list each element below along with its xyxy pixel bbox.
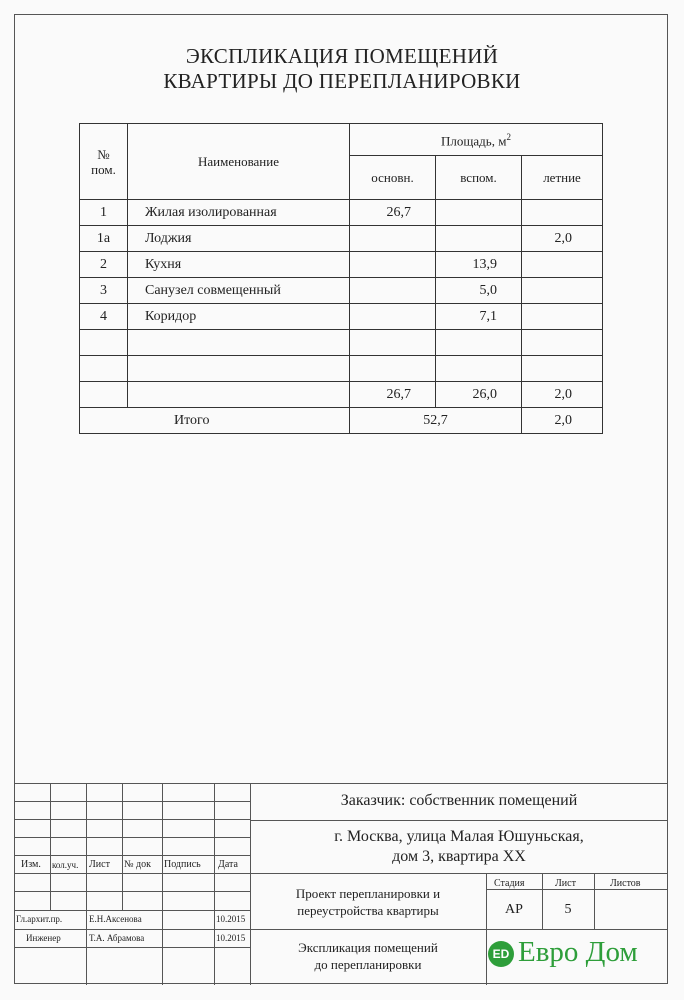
room-main [350, 226, 436, 252]
stamp-sheets-label: Листов [610, 878, 641, 889]
stamp-stage-value: АР [505, 902, 523, 917]
room-name: Лоджия [128, 226, 350, 252]
explication-table [79, 123, 603, 434]
room-main [350, 356, 436, 382]
header-room-no: № пом. [80, 124, 128, 200]
logo-text: Евро Дом [518, 936, 638, 968]
total-sum: 52,7 [350, 408, 522, 434]
evrodom-logo [488, 936, 664, 976]
room-name: Жилая изолированная [128, 200, 350, 226]
header-summer: летние [522, 156, 603, 200]
room-no: 1 [80, 200, 128, 226]
room-summer [522, 356, 603, 382]
room-main [350, 304, 436, 330]
room-name: Кухня [128, 252, 350, 278]
room-aux: 7,1 [436, 304, 522, 330]
stamp-name-1: Е.Н.Аксенова [89, 914, 142, 924]
room-aux [436, 330, 522, 356]
room-name [128, 330, 350, 356]
title-line-1: ЭКСПЛИКАЦИЯ ПОМЕЩЕНИЙ [185, 44, 499, 68]
subtotal-summer: 2,0 [522, 382, 603, 408]
subtotal-row [80, 382, 603, 408]
stamp-col-doc: № док [124, 859, 151, 870]
table-row [80, 330, 603, 356]
room-summer [522, 200, 603, 226]
room-summer: 2,0 [522, 226, 603, 252]
room-aux: 5,0 [436, 278, 522, 304]
stamp-stage-label: Стадия [494, 878, 525, 889]
room-main [350, 278, 436, 304]
total-row [80, 408, 603, 434]
logo-badge-icon: ED [488, 941, 514, 967]
room-main [350, 330, 436, 356]
header-area: Площадь, $м^2$ [350, 124, 603, 156]
total-summer: 2,0 [522, 408, 603, 434]
room-summer [522, 278, 603, 304]
room-main [350, 252, 436, 278]
header-name: Наименование [128, 124, 350, 200]
room-aux: 13,9 [436, 252, 522, 278]
room-no: 1а [80, 226, 128, 252]
room-name: Санузел совмещенный [128, 278, 350, 304]
table-row [80, 252, 603, 278]
room-aux [436, 226, 522, 252]
stamp-address: г. Москва, улица Малая Юшуньская, дом 3, квартира ХХ [334, 828, 584, 865]
room-aux [436, 356, 522, 382]
stamp-sheet-label: Лист [555, 878, 576, 889]
stamp-col-list: Лист [89, 859, 110, 870]
room-no [80, 330, 128, 356]
stamp-date-1: 10.2015 [216, 914, 246, 924]
stamp-sheet-title: Экспликация помещений до перепланировки [298, 940, 438, 972]
stamp-sheet-value: 5 [564, 902, 572, 917]
room-no: 4 [80, 304, 128, 330]
stamp-name-2: Т.А. Абрамова [89, 933, 145, 943]
room-name: Коридор [128, 304, 350, 330]
header-aux: вспом. [436, 156, 522, 200]
stamp-col-sign: Подпись [164, 859, 201, 870]
stamp-col-izm: Изм. [21, 859, 41, 870]
stamp-col-kol: кол.уч. [52, 860, 79, 870]
subtotal-aux: 26,0 [436, 382, 522, 408]
room-no [80, 356, 128, 382]
table-row [80, 304, 603, 330]
room-name [128, 356, 350, 382]
stamp-role-1: Гл.архит.пр. [16, 914, 63, 924]
room-no: 2 [80, 252, 128, 278]
room-summer [522, 304, 603, 330]
room-summer [522, 330, 603, 356]
room-no: 3 [80, 278, 128, 304]
table-row [80, 356, 603, 382]
stamp-project: Проект перепланировки и переустройства квартиры [295, 886, 441, 918]
subtotal-main: 26,7 [350, 382, 436, 408]
table-row [80, 226, 603, 252]
stamp-customer: Заказчик: собственник помещений [340, 792, 578, 809]
total-label: Итого [80, 408, 350, 434]
stamp-role-2: Инженер [26, 933, 61, 943]
room-summer [522, 252, 603, 278]
table-row [80, 200, 603, 226]
page-title [0, 44, 684, 94]
stamp-col-date: Дата [218, 859, 238, 870]
room-main: 26,7 [350, 200, 436, 226]
table-row [80, 278, 603, 304]
title-line-2: КВАРТИРЫ ДО ПЕРЕПЛАНИРОВКИ [163, 69, 521, 93]
room-aux [436, 200, 522, 226]
header-main: основн. [350, 156, 436, 200]
stamp-date-2: 10.2015 [216, 933, 246, 943]
